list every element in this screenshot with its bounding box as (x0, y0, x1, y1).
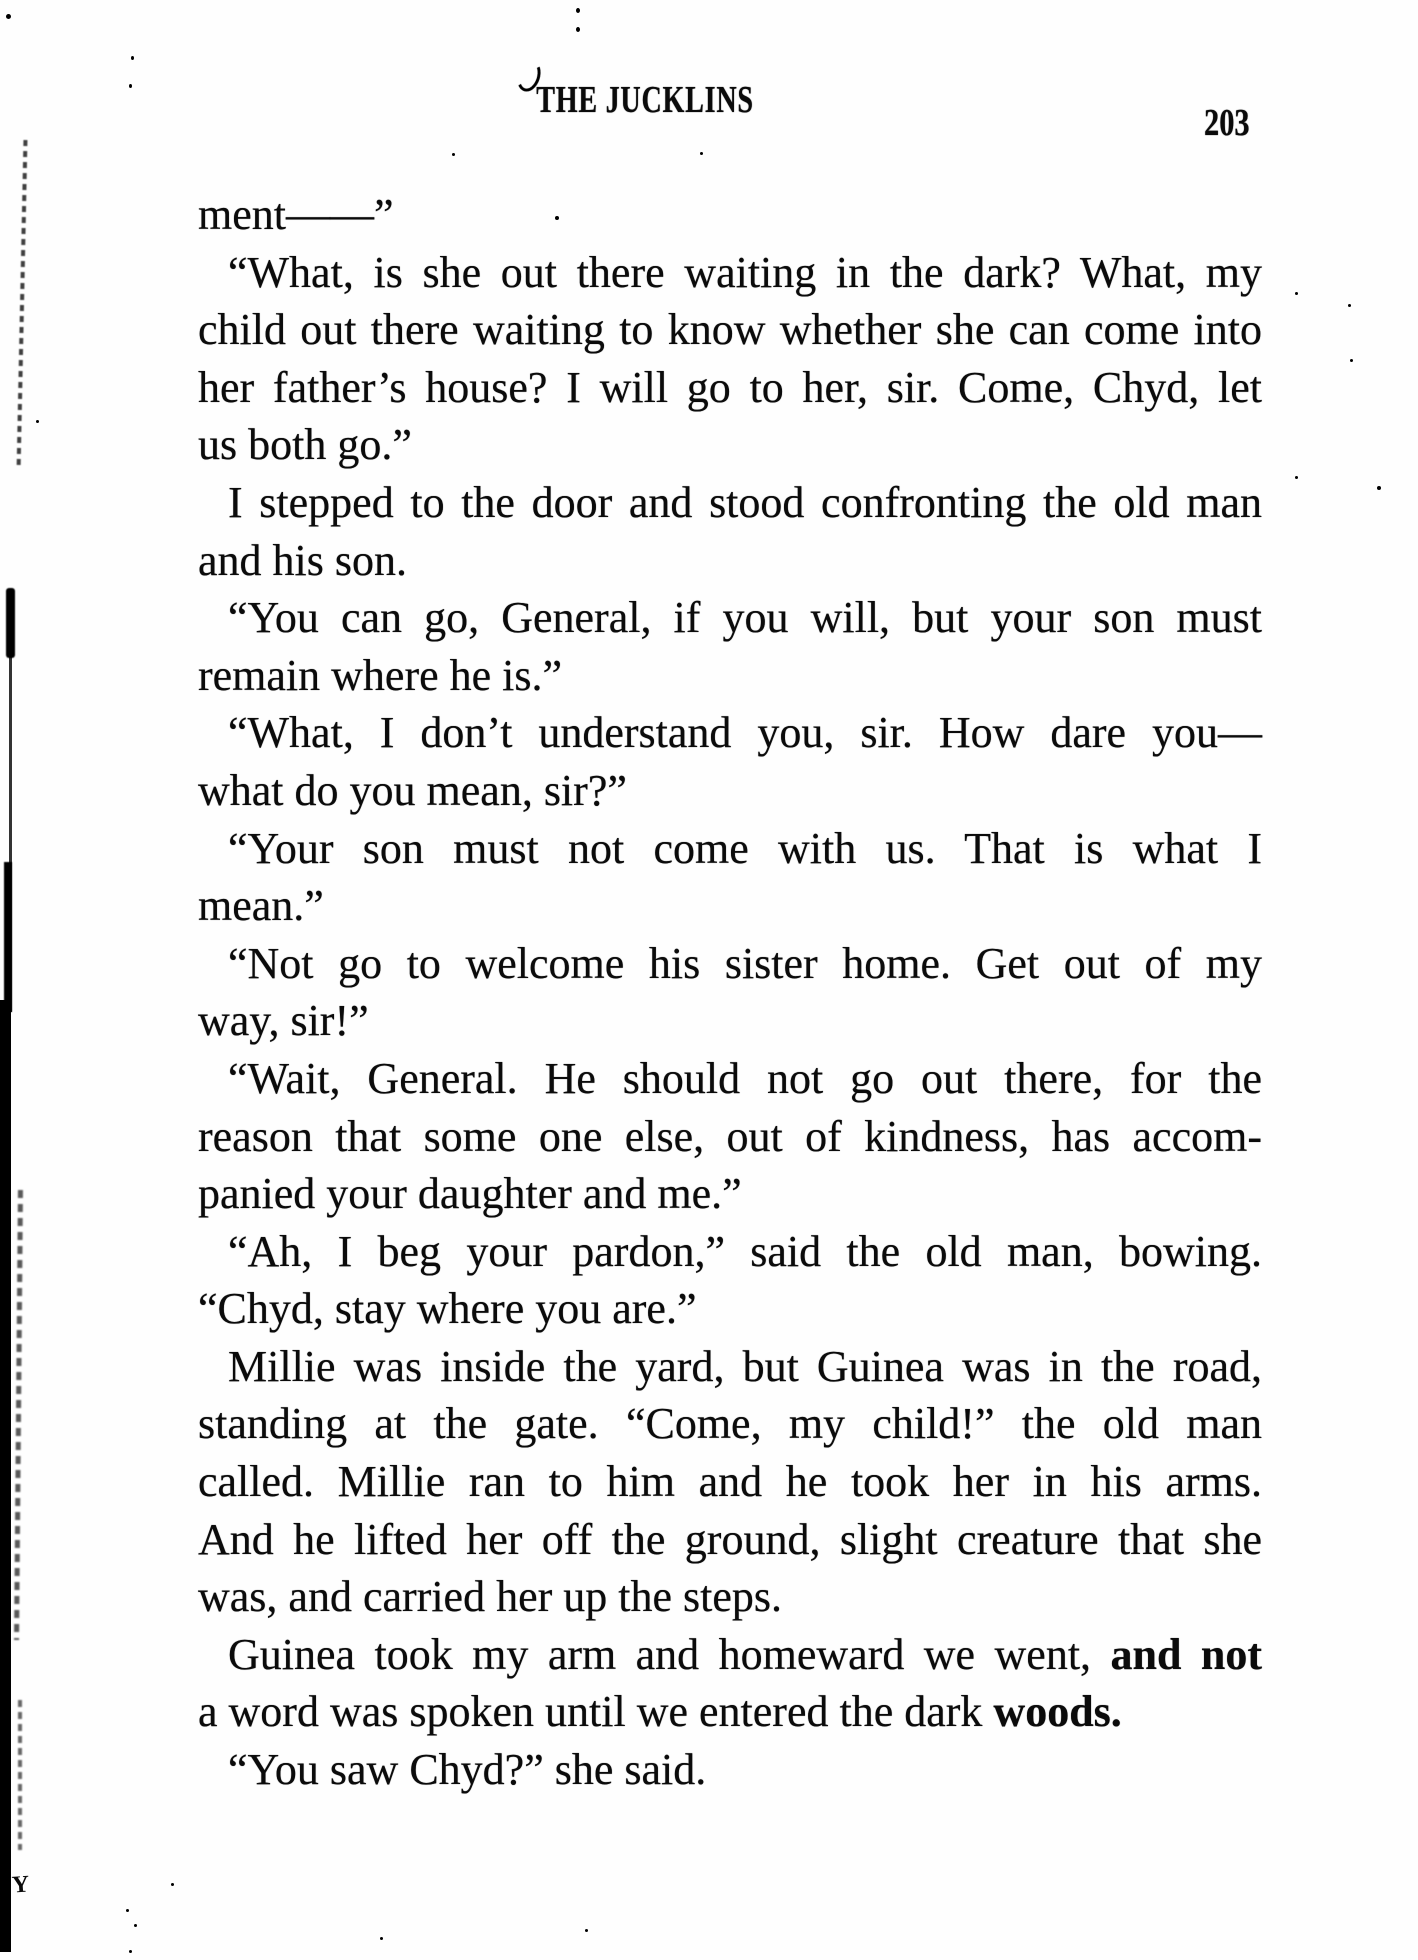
ink-speck (452, 153, 455, 156)
text-line: “Wait, General. He should not go out there, for the (228, 1053, 1262, 1103)
text-line: us both go.” (198, 420, 412, 470)
text-line: And he lifted her off the ground, slight creature that she (198, 1514, 1262, 1564)
text-line: “What, I don’t understand you, sir. How dare you— (228, 708, 1262, 758)
text-line: “Not go to welcome his sister home. Get out of my (228, 938, 1262, 988)
text-line: reason that some one else, out of kindness, has accom- (198, 1111, 1262, 1161)
ink-speck (585, 1929, 588, 1932)
ink-speck (576, 8, 580, 13)
ink-speck (1295, 292, 1298, 295)
ink-speck (1350, 359, 1353, 362)
text-line: standing at the gate. “Come, my child!” the old man (198, 1399, 1262, 1449)
text-line: “Your son must not come with us. That is what I (228, 823, 1262, 873)
text-line: was, and carried her up the steps. (198, 1572, 783, 1622)
binding-streak-artifact (17, 140, 28, 470)
ink-speck (134, 1924, 137, 1927)
text-line: I stepped to the door and stood confronting the old man (228, 477, 1262, 527)
text-line: “Chyd, stay where you are.” (198, 1284, 697, 1334)
ink-speck (36, 420, 39, 423)
ink-speck (6, 14, 11, 19)
corner-ink-mark: Y (11, 1871, 31, 1899)
text-line: Millie was inside the yard, but Guinea was in the road, (228, 1341, 1262, 1391)
binding-streak-artifact (6, 588, 15, 658)
binding-streak-artifact (4, 862, 12, 1012)
ink-speck (1348, 304, 1351, 307)
text-line: and his son. (198, 535, 407, 585)
ink-speck (129, 1950, 132, 1953)
binding-streak-artifact (9, 652, 12, 1012)
text-line: panied your daughter and me.” (198, 1169, 742, 1219)
text-line: what do you mean, sir?” (198, 765, 627, 815)
text-line: her father’s house? I will go to her, sir. Come, Chyd, let (198, 362, 1262, 412)
ink-speck (576, 27, 580, 32)
text-line: “What, is she out there waiting in the dark? What, my (228, 247, 1262, 297)
text-line: a word was spoken until we entered the dark woods. (198, 1687, 1122, 1737)
running-header: THE JUCKLINS (536, 79, 754, 121)
text-line: “Ah, I beg your pardon,” said the old man, bowing. (228, 1226, 1262, 1276)
ink-speck (129, 84, 132, 88)
ink-speck (1377, 486, 1381, 490)
binding-streak-artifact (14, 1190, 23, 1640)
ink-speck (700, 152, 703, 155)
page-text (198, 186, 1262, 1799)
text-line: mean.” (198, 881, 324, 931)
text-line: called. Millie ran to him and he took her in his arms. (198, 1457, 1262, 1507)
text-line: child out there waiting to know whether she can come into (198, 305, 1262, 355)
text-line: remain where he is.” (198, 650, 563, 700)
ink-speck (1295, 476, 1298, 479)
binding-streak-artifact (0, 1000, 11, 1952)
ink-speck (380, 1937, 383, 1940)
text-line: “You can go, General, if you will, but your son must (228, 593, 1262, 643)
ink-speck (171, 1883, 174, 1886)
ink-speck (126, 1909, 129, 1912)
page-number: 203 (1204, 102, 1250, 144)
text-line: ment——” (198, 190, 394, 239)
ink-speck (131, 56, 134, 60)
text-line: Guinea took my arm and homeward we went, and not (228, 1629, 1262, 1679)
text-line: “You saw Chyd?” she said. (228, 1745, 707, 1795)
binding-streak-artifact (18, 1700, 22, 1850)
text-line: way, sir!” (198, 996, 369, 1046)
